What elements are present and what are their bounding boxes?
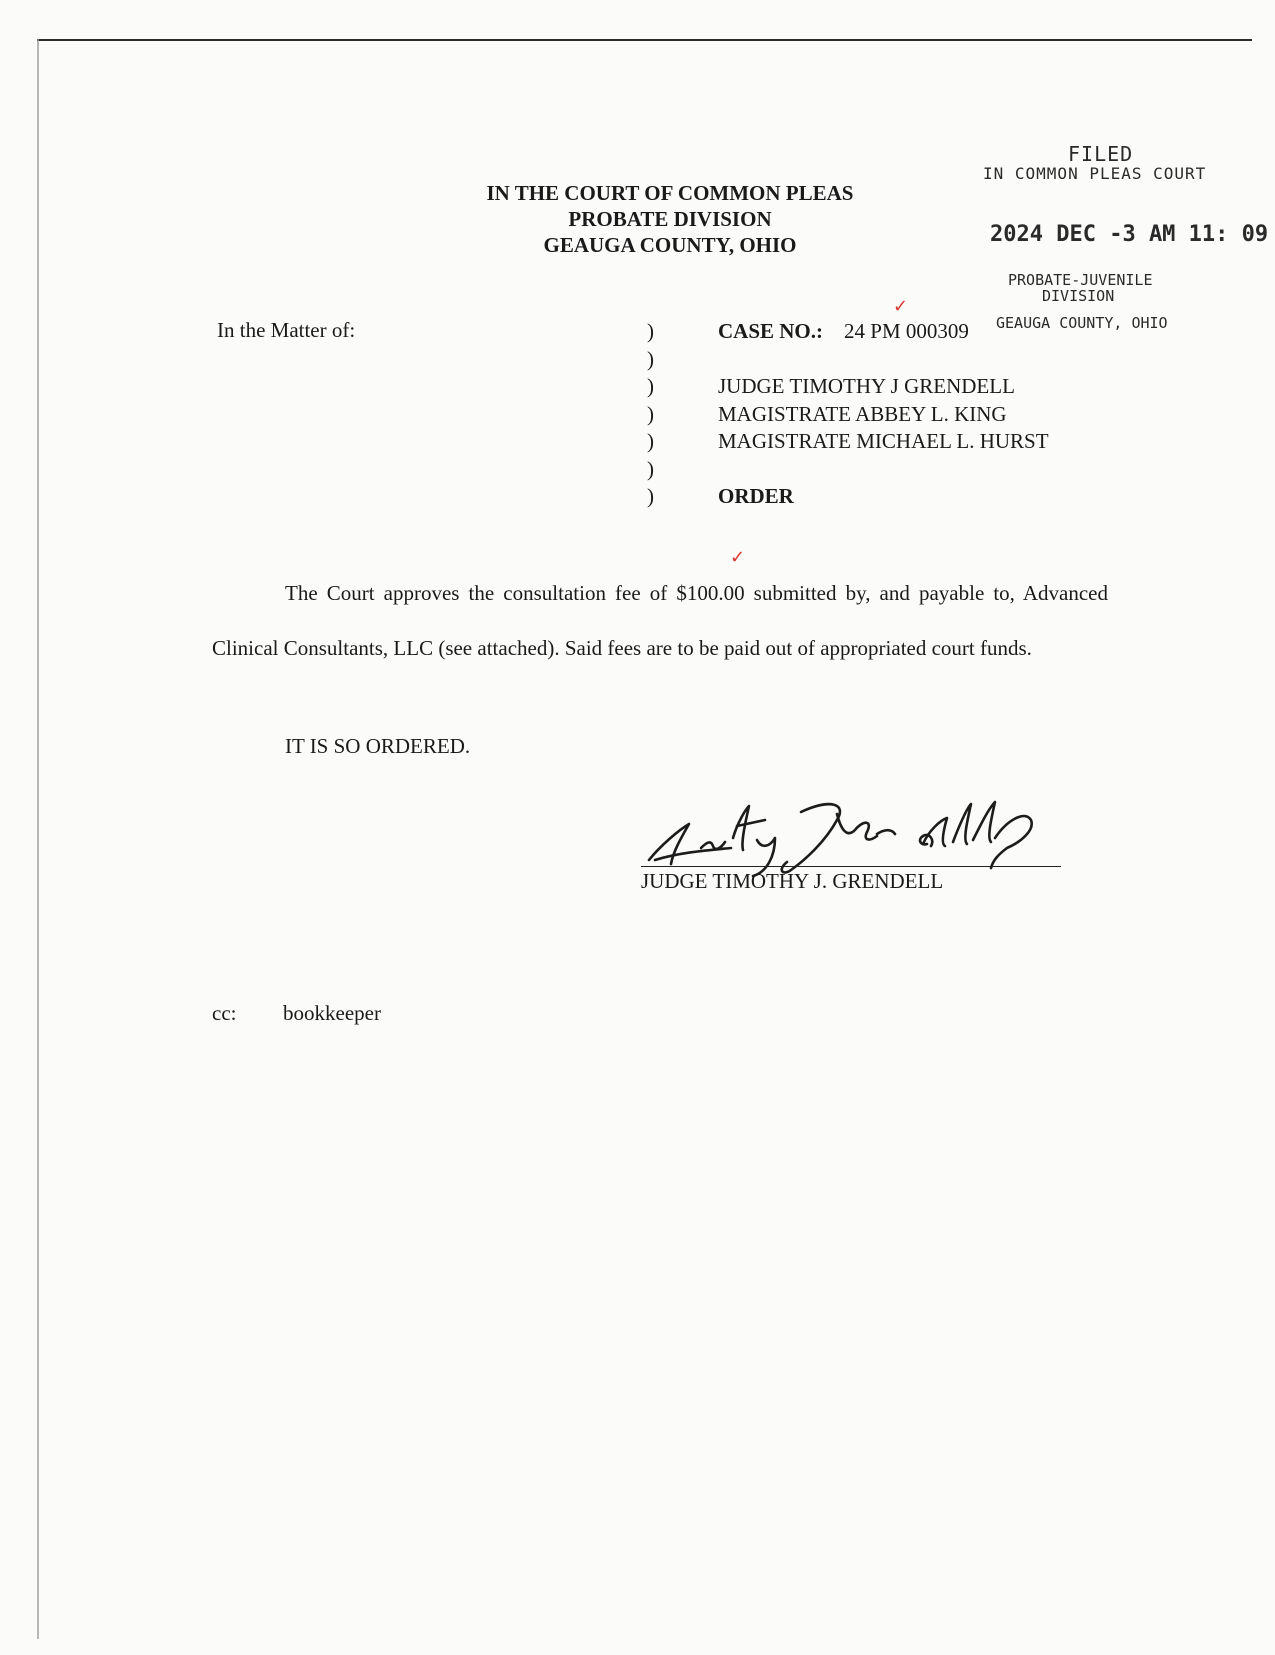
court-header (380, 180, 960, 258)
case-number: 24 PM 000309 (844, 319, 969, 343)
page-edge (37, 39, 1252, 41)
cc-label: cc: (212, 1001, 237, 1025)
case-number-label: CASE NO.: (718, 319, 824, 343)
document-type: ORDER (718, 484, 794, 508)
court-name: IN THE COURT OF COMMON PLEAS (486, 181, 854, 205)
filed-stamp-county: GEAUGA COUNTY, OHIO (996, 314, 1168, 332)
court-county: GEAUGA COUNTY, OHIO (543, 233, 797, 257)
check-mark-icon: ✓ (730, 547, 746, 568)
order-paragraph: The Court approves the consultation fee of $100.00 submitted by, and payable to, Advanced Clinical Consultants, LLC (see attached). Said fees are to be paid out of appropriated court funds. (212, 581, 1108, 660)
judge-name: JUDGE TIMOTHY J GRENDELL (718, 374, 1015, 398)
filed-stamp-division-2: DIVISION (1042, 287, 1115, 305)
check-mark-icon: ✓ (893, 296, 909, 317)
signature-line (641, 866, 1061, 867)
filed-stamp-date: 2024 DEC -3 AM 11: 09 (990, 222, 1269, 247)
case-caption (718, 318, 1049, 511)
filed-stamp-court: IN COMMON PLEAS COURT (983, 164, 1207, 183)
filed-stamp-division: PROBATE-JUVENILE (1008, 271, 1153, 289)
signer-name: JUDGE TIMOTHY J. GRENDELL (641, 869, 944, 893)
filed-stamp-title: FILED (1068, 142, 1134, 166)
caption-parentheses: ) ) ) ) ) ) ) (647, 319, 654, 508)
cc-recipient: bookkeeper (283, 1001, 381, 1025)
matter-label: In the Matter of: (217, 318, 356, 342)
case-number-line (718, 318, 1049, 346)
court-division: PROBATE DIVISION (568, 207, 772, 231)
magistrate-name: MAGISTRATE MICHAEL L. HURST (718, 429, 1049, 453)
magistrate-name: MAGISTRATE ABBEY L. KING (718, 401, 1007, 426)
order-body (212, 566, 1108, 676)
so-ordered: IT IS SO ORDERED. (285, 734, 471, 758)
page-edge-left (37, 39, 39, 1639)
